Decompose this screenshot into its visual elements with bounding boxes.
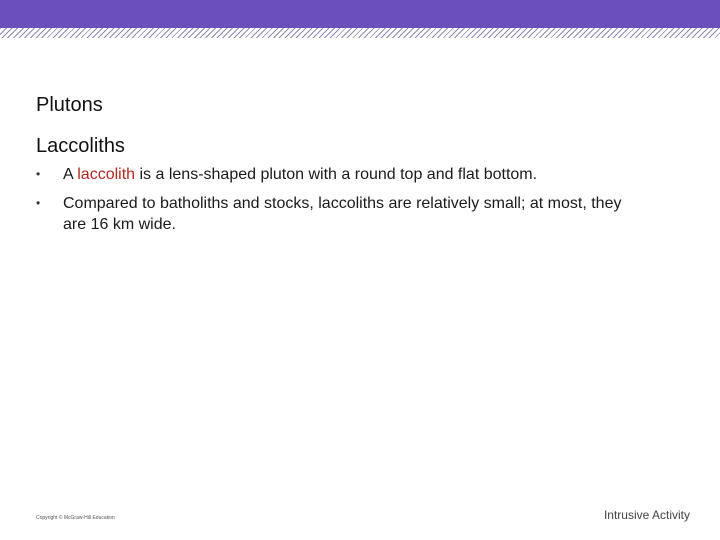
bullet-text-prefix: A <box>63 166 78 183</box>
bullet-item <box>36 193 636 235</box>
bullet-text-suffix: is a lens-shaped pluton with a round top and flat bottom. <box>135 166 538 183</box>
bullet-marker: • <box>36 167 41 181</box>
header-hatch-divider <box>0 28 720 38</box>
bullet-item <box>36 164 636 185</box>
header-band <box>0 0 720 28</box>
bullet-list <box>36 164 636 243</box>
highlighted-term: laccolith <box>77 166 136 183</box>
section-label: Intrusive Activity <box>603 508 690 522</box>
bullet-text: Compared to batholiths and stocks, laccoliths are relatively small; at most, they are 16 km wide. <box>63 195 622 233</box>
bullet-marker: • <box>36 196 41 210</box>
slide-subtitle: Laccoliths <box>36 135 125 157</box>
copyright-notice: Copyright © McGraw-Hill Education <box>36 515 115 521</box>
slide-title: Plutons <box>36 94 103 116</box>
